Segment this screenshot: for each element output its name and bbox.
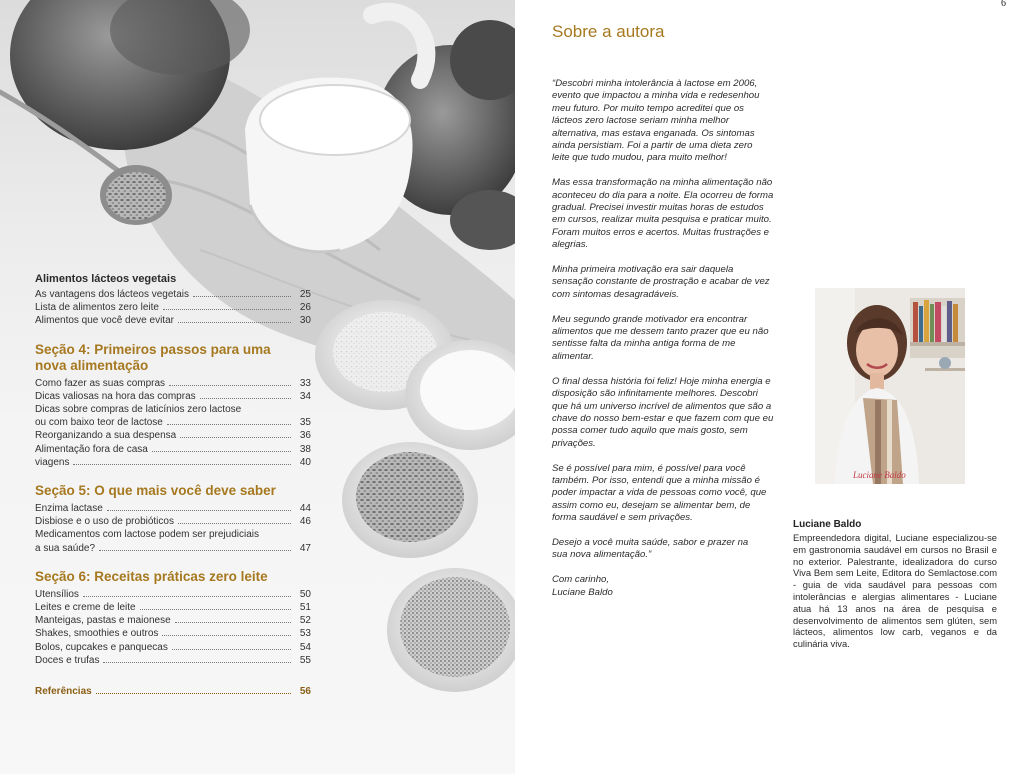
- author-signature: Luciane Baldo: [853, 470, 906, 480]
- toc-section-4-title: Seção 4: Primeiros passos para uma nova alimentação: [35, 341, 271, 373]
- page-title: Sobre a autora: [552, 22, 665, 41]
- toc-entry[interactable]: Alimentos que você deve evitar 30: [35, 315, 311, 327]
- quote-line: com sintomas desagradáveis.: [552, 288, 679, 300]
- quote-line: sua nova alimentação.”: [552, 549, 652, 561]
- quote-line: “Descobri minha intolerância à lactose em 2006,: [552, 78, 758, 89]
- author-bio: Empreendedora digital, Luciane especializou-se em gastronomia saudável em cursos no Brasil e no exterior. Palestrante, idealizadora do curso Viva Bem sem Leite, Editora do Semlactose.com - guia de vida saudável para pessoas com intolerâncias e alergias alimentares - Luciane atua há 13 anos na área de pesquisa e desenvolvimento de alimentos sem glúten, sem lácteos, alimentos low carb, veganos e da culinária viva.: [793, 532, 997, 650]
- toc-entry[interactable]: Doces e trufas 55: [35, 654, 311, 666]
- quote-line: Foram muitos erros e acertos. Muitas frustrações e: [552, 226, 769, 238]
- toc-entry-line[interactable]: Dicas sobre compras de laticínios zero lactose: [35, 404, 242, 416]
- quote-line: alimentar.: [552, 350, 594, 362]
- quote-line: evento que impactou a minha vida e redesenhou: [552, 90, 760, 102]
- quote-line: leite que tudo mudou, para muito melhor!: [552, 152, 727, 164]
- quote-paragraph: [552, 78, 792, 165]
- quote-line: também. Por isso, entendi que a minha missão é: [552, 474, 760, 486]
- toc-entry[interactable]: Como fazer as suas compras 33: [35, 377, 311, 389]
- toc-entry[interactable]: Shakes, smoothies e outros 53: [35, 628, 311, 640]
- quote-line: gradual. Precisei investir muitas horas de estudos: [552, 202, 764, 214]
- toc-group-title: Alimentos lácteos vegetais: [35, 273, 177, 285]
- quote-paragraph: [552, 537, 792, 562]
- quote-paragraph: [552, 177, 792, 251]
- quote-line: Meu segundo grande motivador era encontrar: [552, 313, 748, 325]
- quote-line: poder impactar a vida de pessoas como você, que: [552, 487, 767, 499]
- quote-line: meu futuro. Por muito tempo acreditei que os: [552, 102, 744, 114]
- quote-paragraph: [552, 574, 792, 599]
- toc-entry[interactable]: ou com baixo teor de lactose 35: [35, 417, 311, 429]
- quote-line: Luciane Baldo: [552, 586, 613, 598]
- quote-line: em cursos, realizar muita pesquisa e praticar muito.: [552, 214, 772, 226]
- toc-entry[interactable]: Lista de alimentos zero leite 26: [35, 302, 311, 314]
- toc-entry-references[interactable]: Referências 56: [35, 686, 311, 698]
- toc-entry[interactable]: Manteigas, pastas e maionese 52: [35, 615, 311, 627]
- quote-line: forma saudável e sem privações.: [552, 512, 693, 524]
- toc-entry[interactable]: viagens 40: [35, 456, 311, 468]
- toc-entry[interactable]: Utensílios 50: [35, 588, 311, 600]
- quote-line: que há um universo incrível de alimentos que são a: [552, 400, 772, 412]
- author-name: Luciane Baldo: [793, 519, 862, 530]
- toc-section-6-title: Seção 6: Receitas práticas zero leite: [35, 568, 268, 584]
- quote-line: Minha primeira motivação era sair daquela: [552, 264, 734, 276]
- quote-line: ainda persistiam. Foi a partir de uma dieta zero: [552, 140, 753, 152]
- quote-line: disposição são infinitamente melhores. Descobri: [552, 388, 758, 400]
- right-page: [515, 0, 1020, 774]
- quote-line: Se é possível para mim, é possível para você: [552, 462, 746, 474]
- page-number: 6: [1001, 0, 1006, 9]
- quote-paragraph: [552, 264, 792, 301]
- toc-entry[interactable]: Leites e creme de leite 51: [35, 602, 311, 614]
- toc-entry[interactable]: Dicas valiosas na hora das compras 34: [35, 390, 311, 402]
- quote-paragraph: [552, 376, 792, 450]
- toc-entry[interactable]: As vantagens dos lácteos vegetais 25: [35, 289, 311, 300]
- author-quote: [552, 78, 792, 611]
- quote-line: alternativa, mas estava enganada. Os sintomas: [552, 127, 755, 139]
- quote-paragraph: [552, 463, 792, 525]
- quote-line: alegrias.: [552, 239, 589, 251]
- quote-line: lácteos zero lactose seriam minha melhor: [552, 115, 730, 127]
- quote-line: alimentos que me dessem tanto prazer que eu não: [552, 326, 769, 338]
- quote-line: Com carinho,: [552, 574, 610, 586]
- quote-line: chave do nosso bem-estar e que fazem com que eu: [552, 412, 774, 424]
- quote-line: sensação constante de prostração e acabar de vez: [552, 276, 770, 288]
- quote-line: O final dessa história foi feliz! Hoje minha energia e: [552, 375, 771, 387]
- toc-entry[interactable]: Bolos, cupcakes e panquecas 54: [35, 641, 311, 653]
- quote-line: assim como eu, desejam se alimentar bem, de: [552, 499, 751, 511]
- quote-line: possa comer tudo aquilo que mais gosto, sem: [552, 425, 748, 437]
- toc-section-5-title: Seção 5: O que mais você deve saber: [35, 483, 276, 499]
- toc-entry[interactable]: Alimentação fora de casa 38: [35, 443, 311, 455]
- toc-entry[interactable]: a sua saúde? 47: [35, 542, 311, 554]
- quote-paragraph: [552, 314, 792, 364]
- author-photo: [815, 288, 965, 484]
- quote-line: privações.: [552, 437, 596, 449]
- quote-line: aconteceu do dia para a noite. Ela ocorreu de forma: [552, 189, 774, 201]
- quote-line: Mas essa transformação na minha alimentação não: [552, 177, 773, 189]
- toc-entry[interactable]: Reorganizando a sua despensa 36: [35, 430, 311, 442]
- table-of-contents: [35, 272, 311, 698]
- toc-entry-line[interactable]: Medicamentos com lactose podem ser prejudiciais: [35, 529, 259, 541]
- toc-entry[interactable]: Disbiose e o uso de probióticos 46: [35, 516, 311, 528]
- toc-entry[interactable]: Enzima lactase 44: [35, 503, 311, 515]
- quote-line: Desejo a você muita saúde, sabor e prazer na: [552, 536, 749, 548]
- quote-line: sentisse falta da minha antiga forma de me: [552, 338, 736, 350]
